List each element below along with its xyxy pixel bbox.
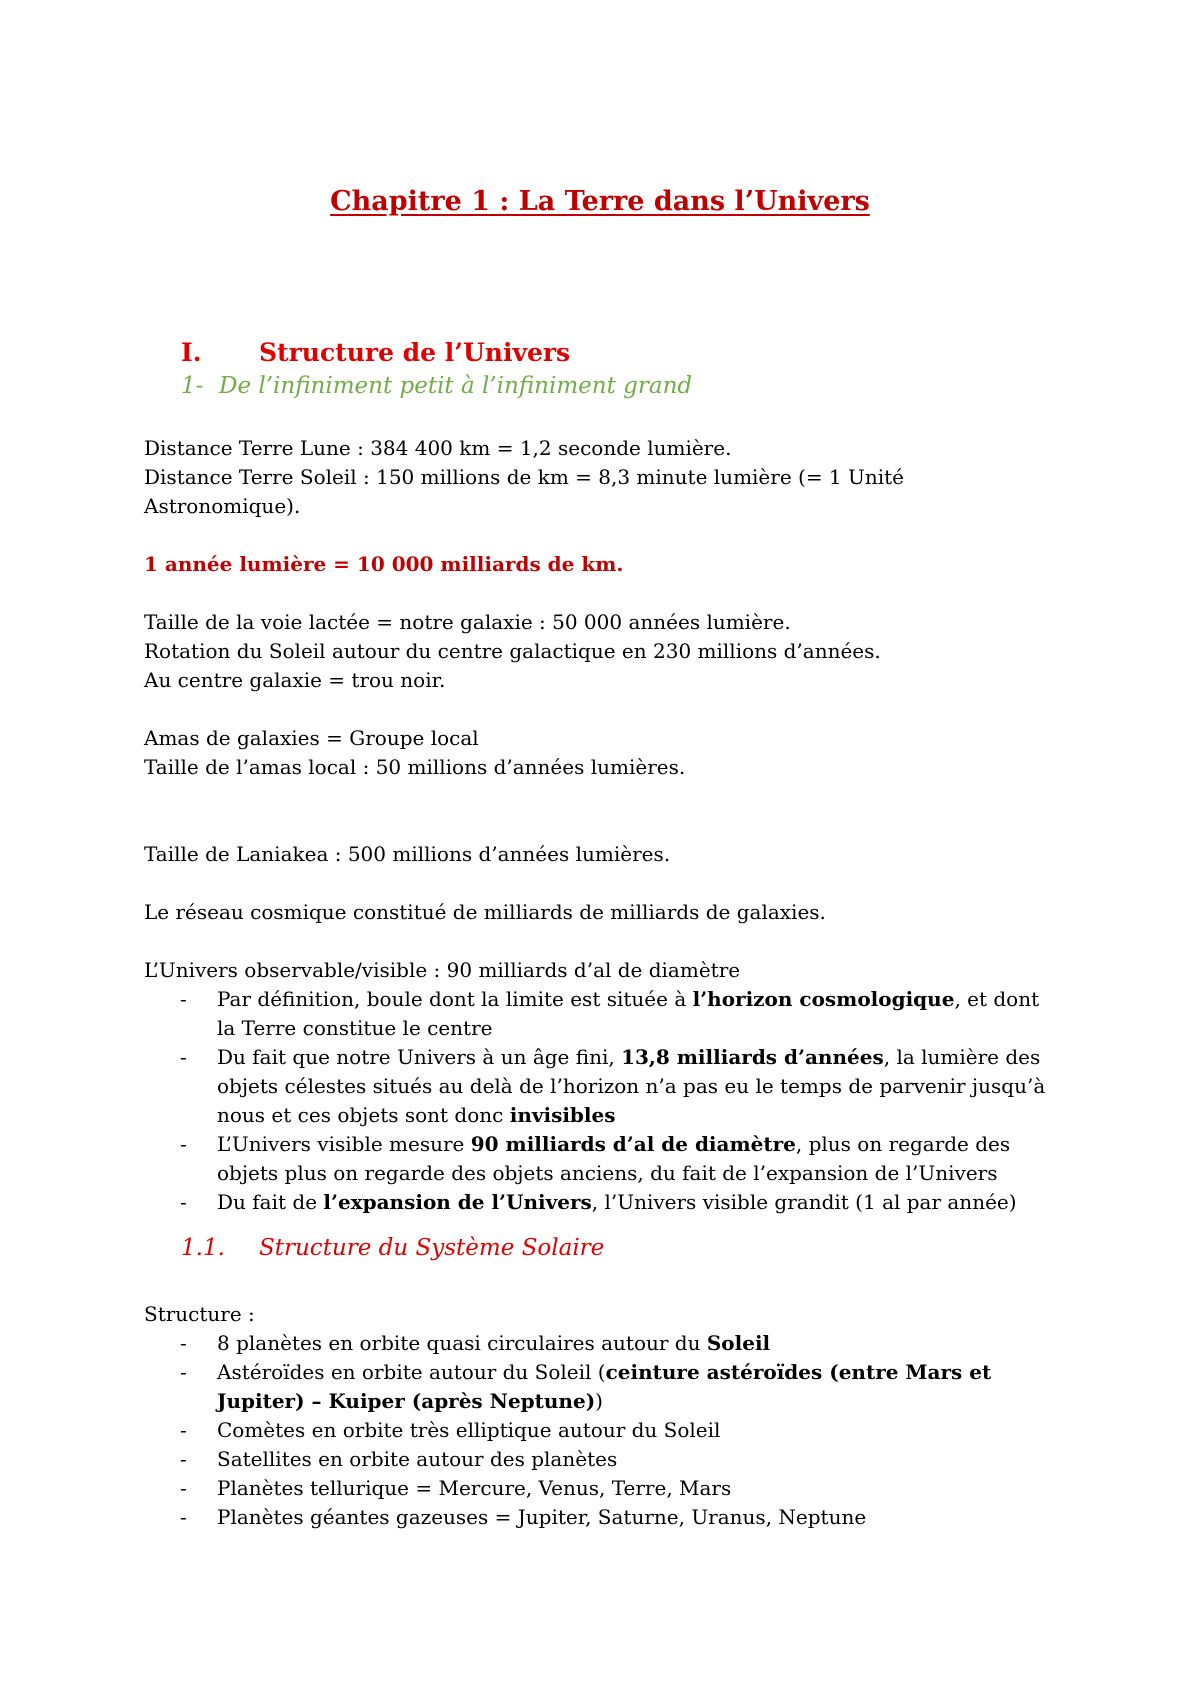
bullet-dash: - [180, 1476, 187, 1500]
bullet-dash: - [180, 1447, 187, 1471]
list-item-bold: l’horizon cosmologique [692, 987, 955, 1011]
list-item [144, 1358, 1200, 1416]
section-heading-structure-univers [181, 336, 570, 370]
paragraph-distance-terre-soleil-cont: Astronomique). [144, 494, 301, 518]
chapter-title: Chapitre 1 : La Terre dans l’Univers [330, 186, 870, 217]
paragraph-voie-lactee: Taille de la voie lactée = notre galaxie : 50 000 années lumière. [144, 610, 791, 634]
list-item-text: L’Univers visible mesure [217, 1132, 471, 1156]
list-item-text: la Terre constitue le centre [217, 1016, 493, 1040]
paragraph-annee-lumiere: 1 année lumière = 10 000 milliards de km. [144, 552, 624, 576]
section-label: Structure de l’Univers [259, 338, 571, 367]
bullet-dash: - [180, 1045, 187, 1069]
list-item-bold: invisibles [509, 1103, 616, 1127]
list-item-text: Du fait de [217, 1190, 324, 1214]
subsection-heading-systeme-solaire [181, 1232, 604, 1264]
section-number: I. [181, 338, 202, 367]
list-item-bold: ceinture astéroïdes (entre Mars et [605, 1360, 992, 1384]
list-item [144, 1043, 1200, 1130]
list-item [144, 1445, 1200, 1474]
paragraph-laniakea: Taille de Laniakea : 500 millions d’années lumières. [144, 842, 671, 866]
list-item-text: objets célestes situés au delà de l’horizon n’a pas eu le temps de parvenir jusqu’à [217, 1074, 1046, 1098]
list-item-text: Planètes géantes gazeuses = Jupiter, Saturne, Uranus, Neptune [217, 1505, 867, 1529]
paragraph-trou-noir: Au centre galaxie = trou noir. [144, 668, 446, 692]
solar-system-bullet-list [144, 1329, 1200, 1532]
list-item [144, 1188, 1200, 1217]
bullet-dash: - [180, 1190, 187, 1214]
list-item-text: Planètes tellurique = Mercure, Venus, Terre, Mars [217, 1476, 732, 1500]
list-item-text: , la lumière des [883, 1045, 1041, 1069]
list-item [144, 1329, 1200, 1358]
paragraph-distance-terre-soleil: Distance Terre Soleil : 150 millions de km = 8,3 minute lumière (= 1 Unité [144, 465, 905, 489]
list-item-text: Comètes en orbite très elliptique autour du Soleil [217, 1418, 721, 1442]
subsection-heading-infiniment [181, 370, 692, 402]
list-item-text: , plus on regarde des [795, 1132, 1011, 1156]
list-item-text: ) [595, 1389, 603, 1413]
list-item-text: Satellites en orbite autour des planètes [217, 1447, 618, 1471]
list-item-bold: l’expansion de l’Univers [323, 1190, 592, 1214]
list-item-text: Astéroïdes en orbite autour du Soleil ( [217, 1360, 606, 1384]
bullet-dash: - [180, 1360, 187, 1384]
bullet-dash: - [180, 1505, 187, 1529]
subsection-number: 1- [181, 373, 204, 399]
list-item-bold: 90 milliards d’al de diamètre [470, 1132, 796, 1156]
list-item [144, 1503, 1200, 1532]
list-item-text: Par définition, boule dont la limite est située à [217, 987, 693, 1011]
list-item [144, 1130, 1200, 1188]
list-item-text: , et dont [954, 987, 1040, 1011]
univers-bullet-list [144, 985, 1200, 1217]
list-item [144, 1416, 1200, 1445]
list-item [144, 1474, 1200, 1503]
list-item-bold: Soleil [706, 1331, 771, 1355]
paragraph-amas-local: Taille de l’amas local : 50 millions d’années lumières. [144, 755, 686, 779]
list-item-bold: 13,8 milliards d’années [621, 1045, 884, 1069]
list-item-text: , l’Univers visible grandit (1 al par année) [591, 1190, 1017, 1214]
paragraph-reseau-cosmique: Le réseau cosmique constitué de milliards de milliards de galaxies. [144, 900, 826, 924]
bullet-dash: - [180, 987, 187, 1011]
list-item-text: Du fait que notre Univers à un âge fini, [217, 1045, 622, 1069]
bullet-dash: - [180, 1132, 187, 1156]
list-item-text: objets plus on regarde des objets anciens, du fait de l’expansion de l’Univers [217, 1161, 998, 1185]
list-item-bold: Jupiter) – Kuiper (après Neptune) [217, 1389, 596, 1413]
subsection-label: De l’infiniment petit à l’infiniment grand [219, 373, 693, 399]
paragraph-structure-label: Structure : [144, 1302, 255, 1326]
paragraph-distance-terre-lune: Distance Terre Lune : 384 400 km = 1,2 seconde lumière. [144, 436, 732, 460]
bullet-dash: - [180, 1418, 187, 1442]
subsection-label: Structure du Système Solaire [259, 1235, 605, 1261]
paragraph-rotation-soleil: Rotation du Soleil autour du centre galactique en 230 millions d’années. [144, 639, 881, 663]
list-item-text: 8 planètes en orbite quasi circulaires autour du [217, 1331, 707, 1355]
list-item-text: nous et ces objets sont donc [217, 1103, 510, 1127]
bullet-dash: - [180, 1331, 187, 1355]
list-item [144, 985, 1200, 1043]
subsection-number: 1.1. [181, 1235, 225, 1261]
paragraph-amas-galaxies: Amas de galaxies = Groupe local [144, 726, 479, 750]
paragraph-univers-observable: L’Univers observable/visible : 90 milliards d’al de diamètre [144, 958, 741, 982]
